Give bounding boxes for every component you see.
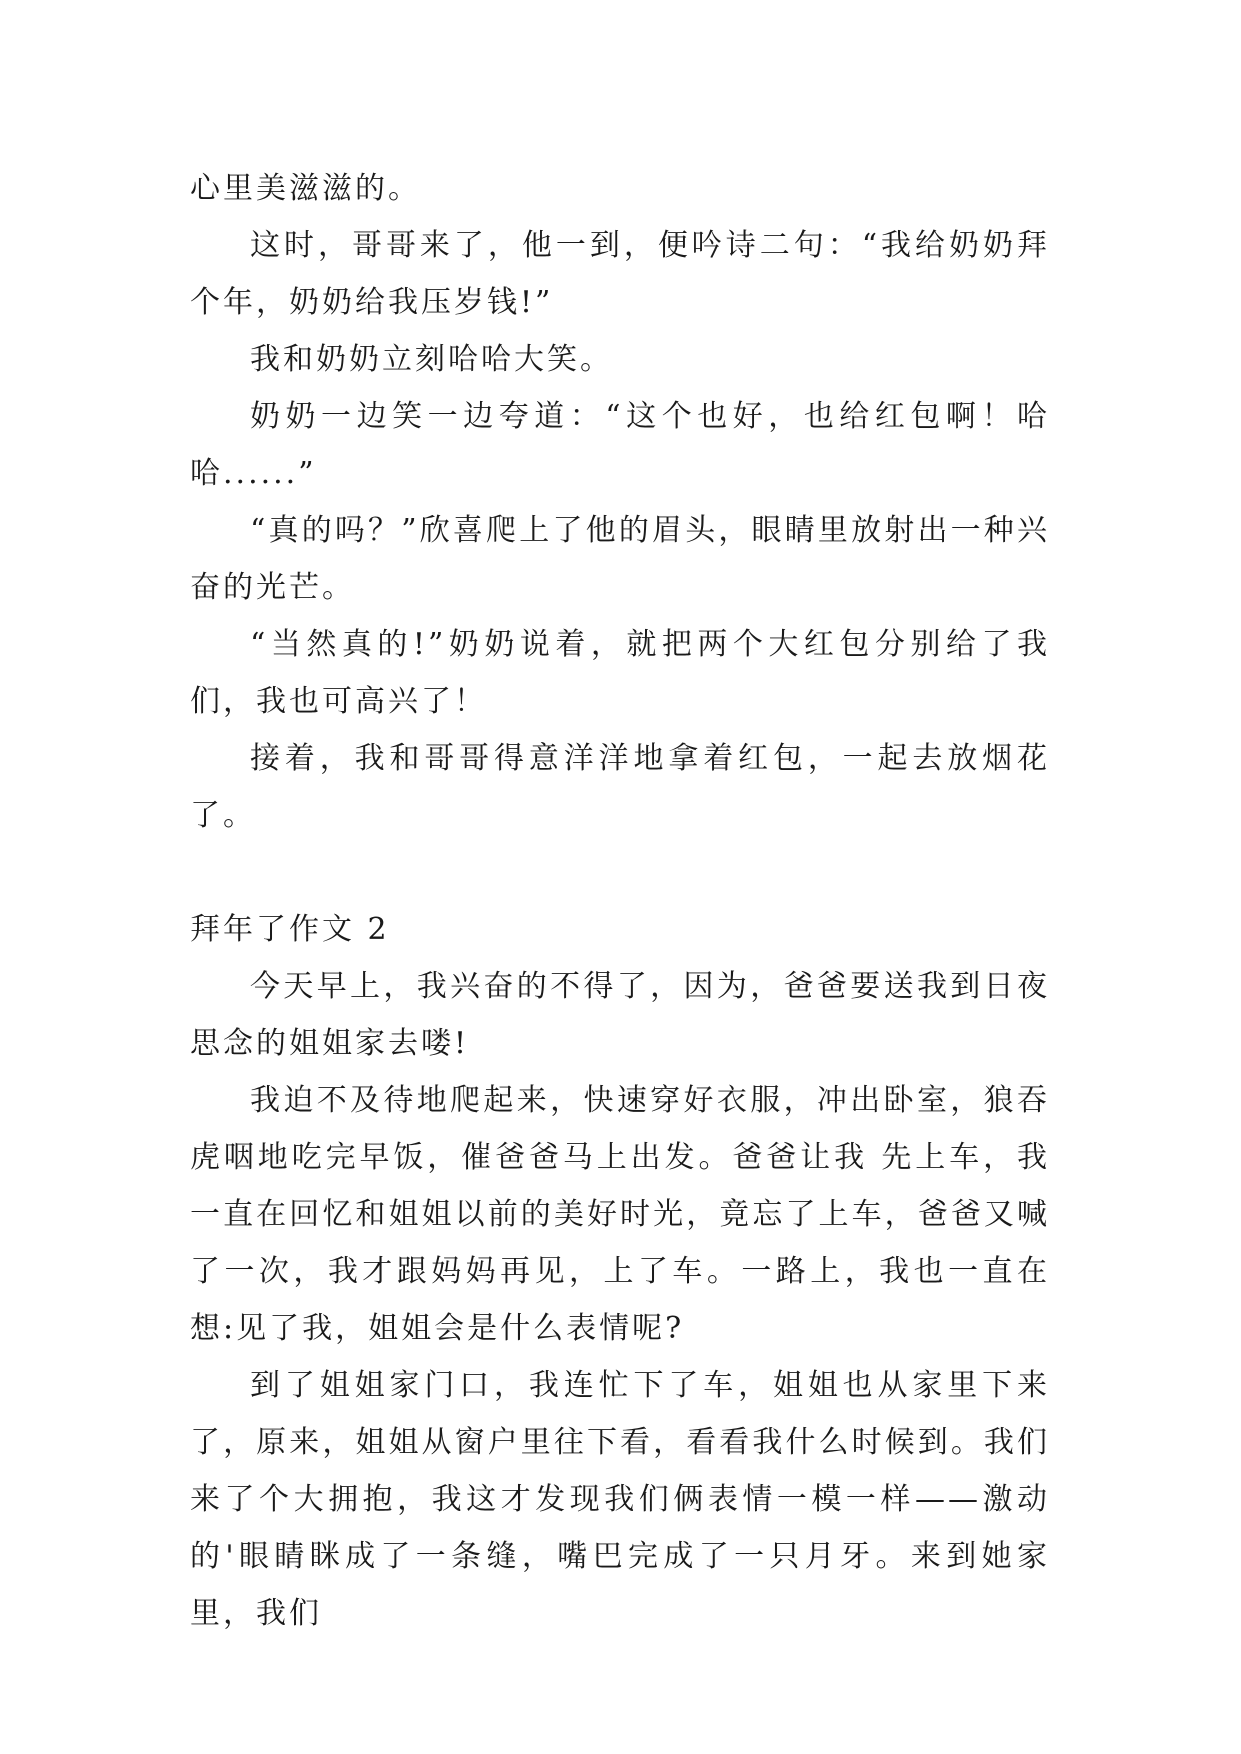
paragraph: 今天早上，我兴奋的不得了，因为，爸爸要送我到日夜思念的姐姐家去喽! [190, 969, 1050, 1061]
document-page [190, 160, 1050, 1642]
paragraph-continuation: 心里美滋滋的。 [190, 171, 421, 206]
paragraph: 奶奶一边笑一边夸道：“这个也好，也给红包啊！哈哈......” [190, 399, 1050, 491]
paragraph: “真的吗？”欣喜爬上了他的眉头，眼睛里放射出一种兴奋的光芒。 [190, 513, 1050, 605]
paragraph: “当然真的!”奶奶说着，就把两个大红包分别给了我们，我也可高兴了！ [190, 627, 1050, 719]
paragraph: 这时，哥哥来了，他一到，便吟诗二句：“我给奶奶拜个年，奶奶给我压岁钱!” [190, 228, 1050, 320]
paragraph: 接着，我和哥哥得意洋洋地拿着红包，一起去放烟花了。 [190, 741, 1050, 833]
paragraph: 到了姐姐家门口，我连忙下了车，姐姐也从家里下来了，原来，姐姐从窗户里往下看，看看我什么时候到。我们来了个大拥抱，我这才发现我们俩表情一模一样——激动的'眼睛眯成了一条缝，嘴巴完成了一只月牙。来到她家里，我们 [190, 1368, 1050, 1631]
section-gap [190, 844, 1050, 901]
essay-heading: 拜年了作文 2 [190, 912, 390, 947]
paragraph: 我迫不及待地爬起来，快速穿好衣服，冲出卧室，狼吞虎咽地吃完早饭，催爸爸马上出发。爸爸让我 先上车，我一直在回忆和姐姐以前的美好时光，竟忘了上车，爸爸又喊了一次，我才跟妈妈再见，上了车。一路上，我也一直在想:见了我，姐姐会是什么表情呢? [190, 1083, 1050, 1346]
paragraph: 我和奶奶立刻哈哈大笑。 [250, 342, 613, 377]
